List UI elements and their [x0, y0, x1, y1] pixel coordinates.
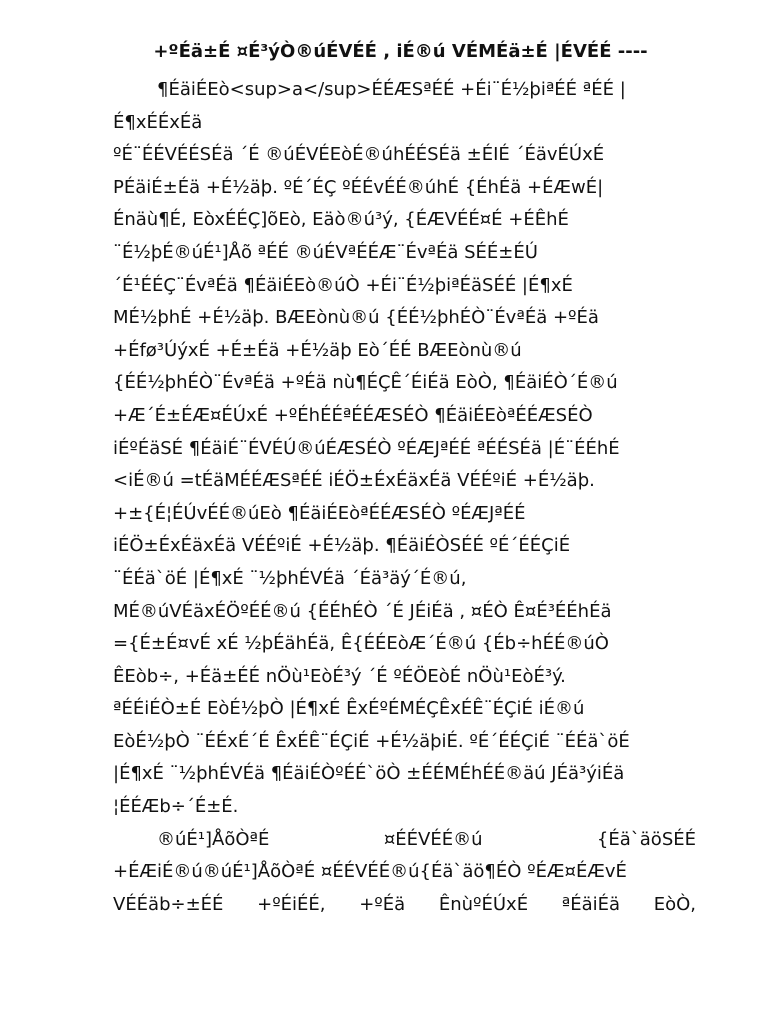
word: +ÉÆiÉ®ú®úÉ¹]ÅõÒªÉ ¤ÉÉVÉÉ®ú{Éä`äö¶ÉÒ ºÉÆ¤ÉÆvÉ — [113, 861, 627, 883]
paragraph-2-line-1 — [113, 824, 696, 857]
word: +ºÉiÉÉ, — [257, 893, 326, 915]
word: ®úÉ¹]ÅõÒªÉ — [157, 828, 270, 850]
word: {Éä`äöSÉÉ — [596, 828, 696, 850]
word: VÉÉäb÷±ÉÉ — [113, 893, 224, 915]
document-title: +ºÉä±É ¤É³ýÒ®úÉVÉÉ , iÉ®ú VÉMÉä±É |ÉVÉÉ ---- — [153, 41, 648, 62]
paragraph-2-line-3 — [113, 889, 696, 922]
word: ÊnùºÉÚxÉ — [438, 893, 529, 915]
word: ªÉäiÉä — [561, 893, 621, 915]
paragraph-2-line-2 — [113, 856, 696, 889]
word: +ºÉä — [359, 893, 406, 915]
word: ¤ÉÉVÉÉ®ú — [383, 828, 483, 850]
paragraph-1: ¶ÉäiÉEò<sup>a</sup>ÉÉÆSªÉÉ +Éi¨É½þiªÉÉ ªÉÉ |É¶xÉÉxÉä ºÉ¨ÉÉVÉÉSÉä ´É ®úÉVÉEòÉ®úhÉÉSÉä ±ÉIÉ ´ÉävÉÚxÉ PÉäiÉ±Éä +É½äþ. ºÉ´ÉÇ ºÉÉvÉÉ®úhÉ {ÉhÉä +ÉÆwÉ| Énäù¶É, EòxÉÉÇ]õEò, Eäò®ú³ý, {ÉÆVÉÉ¤É +ÉÊhÉ ¨É½þÉ®úÉ¹]Åõ ªÉÉ ®úÉVªÉÉÆ¨ÉvªÉä SÉÉ±ÉÚ ´É¹ÉÉÇ¨ÉvªÉä ¶ÉäiÉEò®úÒ +Éi¨É½þiªÉäSÉÉ |É¶xÉ MÉ½þhÉ +É½äþ. BÆEònù®ú {ÉÉ½þhÉÒ¨ÉvªÉä +ºÉä +Éfø³ÚýxÉ +É±Éä +É½äþ Eò´ÉÉ BÆEònù®ú {ÉÉ½þhÉÒ¨ÉvªÉä +ºÉä nù¶ÉÇÊ´ÉiÉä EòÒ, ¶ÉäiÉÒ´É®ú +Æ´É±ÉÆ¤ÉÚxÉ +ºÉhÉÉªÉÉÆSÉÒ ¶ÉäiÉEòªÉÉÆSÉÒ iÉºÉäSÉ ¶ÉäiÉ¨ÉVÉÚ®úÉÆSÉÒ ºÉÆJªÉÉ ªÉÉSÉä |É¨ÉÉhÉ <iÉ®ú =tÉäMÉÉÆSªÉÉ iÉÖ±ÉxÉäxÉä VÉÉºiÉ +É½äþ. +±{É¦ÉÚvÉÉ®úEò ¶ÉäiÉEòªÉÉÆSÉÒ ºÉÆJªÉÉ iÉÖ±ÉxÉäxÉä VÉÉºiÉ +É½äþ. ¶ÉäiÉÒSÉÉ ºÉ´ÉÉÇiÉ ¨ÉÉä`öÉ |É¶xÉ ¨½þhÉVÉä ´Éä³äý´É®ú, MÉ®úVÉäxÉÖºÉÉ®ú {ÉÉhÉÒ ´É JÉiÉä , ¤ÉÒ Ê¤É³ÉÉhÉä ={É±É¤vÉ xÉ ½þÉähÉä, Ê{ÉÉEòÆ´É®ú {Éb÷hÉÉ®úÒ ÊEòb÷, +Éä±ÉÉ nÖù¹EòÉ³ý ´É ºÉÖEòÉ nÖù¹EòÉ³ý. ªÉÉiÉÒ±É EòÉ½þÒ |É¶xÉ ÊxÉºÉMÉÇÊxÉÊ¨ÉÇiÉ iÉ®ú EòÉ½þÒ ¨ÉÉxÉ´É ÊxÉÊ¨ÉÇiÉ +É½äþiÉ. ºÉ´ÉÉÇiÉ ¨ÉÉä`öÉ |É¶xÉ ¨½þhÉVÉä ¶ÉäiÉÒºÉÉ`öÒ ±ÉÉMÉhÉÉ®äú JÉä³ýiÉä ¦ÉÉÆb÷´É±É. — [113, 79, 630, 818]
word: EòÒ, — [653, 893, 696, 915]
